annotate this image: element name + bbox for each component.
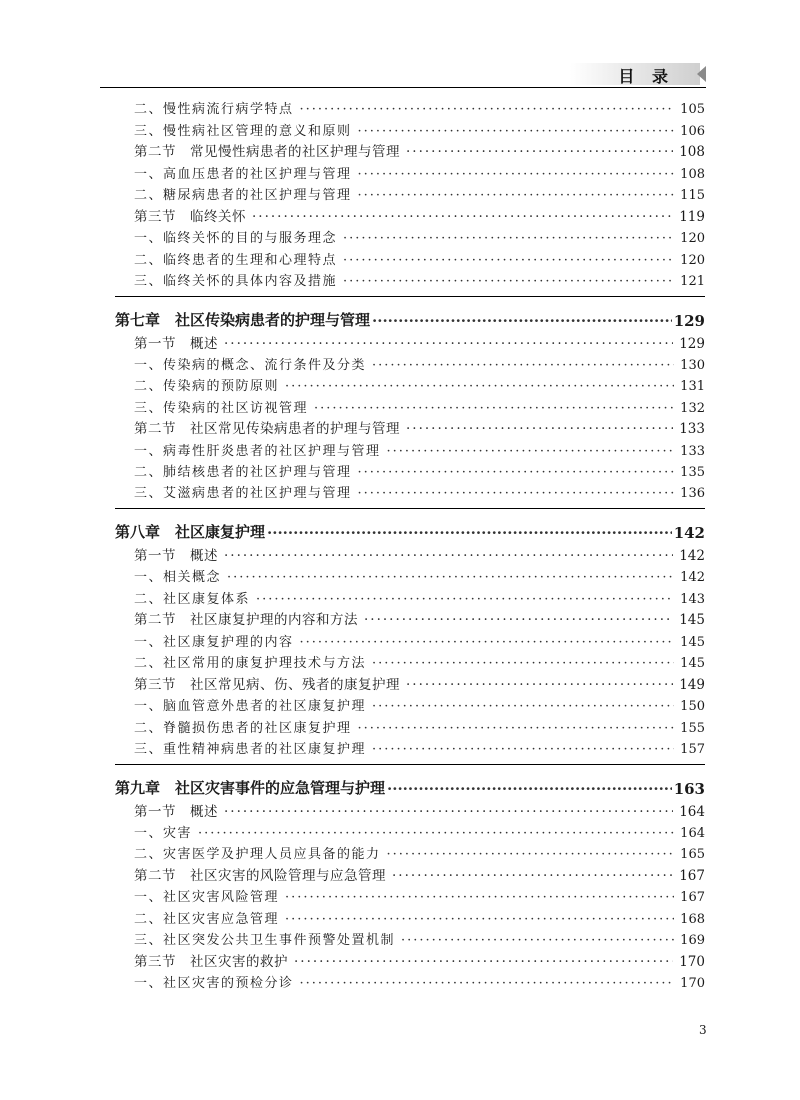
toc-leader-dots — [224, 804, 673, 820]
toc-entry-title: 三、艾滋病患者的社区护理与管理 — [134, 486, 352, 502]
toc-item-row[interactable] — [115, 373, 705, 394]
toc-item-row[interactable] — [115, 225, 705, 246]
chapter-divider — [115, 296, 705, 297]
toc-entry-title: 一、脑血管意外患者的社区康复护理 — [134, 699, 367, 715]
toc-entry-title: 第一节 概述 — [134, 548, 218, 565]
toc-entry-page: 163 — [673, 779, 705, 798]
toc-entry-page: 157 — [680, 741, 705, 757]
toc-entry-title: 二、社区常用的康复护理技术与方法 — [134, 656, 367, 672]
toc-leader-dots — [406, 677, 673, 693]
running-header — [100, 63, 706, 87]
toc-leader-dots — [358, 188, 675, 203]
toc-leader-dots — [358, 167, 675, 182]
toc-entry-page: 136 — [680, 486, 705, 502]
toc-section-row[interactable] — [115, 671, 705, 693]
toc-entry-title: 一、传染病的概念、流行条件及分类 — [134, 357, 367, 373]
toc-entry-title: 第三节 临终关怀 — [134, 208, 246, 225]
toc-entry-page: 142 — [679, 548, 705, 565]
toc-leader-dots — [387, 847, 675, 862]
toc-section-row[interactable] — [115, 203, 705, 225]
toc-entry-title: 第二节 社区康复护理的内容和方法 — [134, 612, 358, 629]
toc-entry-page: 108 — [679, 144, 705, 161]
toc-entry-page: 115 — [680, 188, 705, 204]
toc-entry-title: 三、传染病的社区访视管理 — [134, 400, 309, 416]
header-rule — [100, 87, 706, 88]
toc-entry-title: 一、相关概念 — [134, 570, 222, 586]
toc-item-row[interactable] — [115, 96, 705, 117]
toc-item-row[interactable] — [115, 736, 705, 757]
toc-entry-page: 130 — [680, 357, 705, 373]
toc-entry-page: 135 — [680, 465, 705, 481]
toc-item-row[interactable] — [115, 628, 705, 649]
toc-leader-dots — [406, 144, 673, 160]
toc-chapter-row[interactable] — [115, 518, 705, 542]
toc-section-row[interactable] — [115, 607, 705, 629]
toc-section-row[interactable] — [115, 542, 705, 564]
toc-entry-title: 第三节 社区常见病、伤、残者的康复护理 — [134, 676, 400, 693]
toc-entry-page: 120 — [680, 231, 705, 247]
table-of-contents — [115, 96, 705, 991]
toc-entry-title: 三、重性精神病患者的社区康复护理 — [134, 741, 367, 757]
toc-item-row[interactable] — [115, 352, 705, 373]
toc-leader-dots — [372, 699, 674, 714]
toc-entry-page: 164 — [680, 825, 705, 841]
page-number: 3 — [699, 1023, 707, 1037]
toc-item-row[interactable] — [115, 182, 705, 203]
toc-entry-title: 二、肺结核患者的社区护理与管理 — [134, 465, 352, 481]
toc-item-row[interactable] — [115, 564, 705, 585]
toc-entry-page: 145 — [679, 612, 705, 629]
toc-entry-page: 170 — [680, 976, 705, 992]
toc-entry-title: 一、社区灾害的预检分诊 — [134, 976, 294, 992]
toc-entry-page: 129 — [673, 311, 705, 330]
toc-entry-page: 121 — [680, 273, 705, 289]
toc-entry-page: 133 — [679, 421, 705, 438]
toc-leader-dots — [300, 976, 675, 991]
toc-section-row[interactable] — [115, 330, 705, 352]
toc-leader-dots — [224, 548, 673, 564]
toc-leader-dots — [372, 312, 672, 330]
toc-entry-title: 第七章 社区传染病患者的护理与管理 — [115, 310, 371, 329]
toc-leader-dots — [300, 635, 675, 650]
toc-leader-dots — [358, 124, 675, 139]
toc-entry-title: 二、慢性病流行病学特点 — [134, 102, 294, 118]
toc-leader-dots — [372, 742, 674, 757]
toc-section-row[interactable] — [115, 948, 705, 970]
toc-entry-title: 一、灾害 — [134, 825, 193, 841]
toc-entry-title: 第一节 概述 — [134, 335, 218, 352]
toc-item-row[interactable] — [115, 246, 705, 267]
header-triangle-icon — [697, 66, 706, 82]
chapter-divider — [115, 764, 705, 765]
toc-leader-dots — [198, 826, 674, 841]
toc-leader-dots — [358, 486, 675, 501]
toc-item-row[interactable] — [115, 905, 705, 926]
toc-section-row[interactable] — [115, 798, 705, 820]
toc-entry-title: 二、传染病的预防原则 — [134, 379, 280, 395]
toc-entry-page: 105 — [680, 102, 705, 118]
toc-entry-title: 第二节 社区灾害的风险管理与应急管理 — [134, 867, 386, 884]
toc-section-row[interactable] — [115, 416, 705, 438]
toc-section-row[interactable] — [115, 139, 705, 161]
toc-item-row[interactable] — [115, 884, 705, 905]
toc-entry-page: 142 — [673, 524, 705, 543]
toc-entry-title: 三、慢性病社区管理的意义和原则 — [134, 123, 352, 139]
toc-leader-dots — [285, 379, 674, 394]
toc-item-row[interactable] — [115, 480, 705, 501]
toc-entry-page: 150 — [680, 699, 705, 715]
toc-item-row[interactable] — [115, 160, 705, 181]
toc-item-row[interactable] — [115, 927, 705, 948]
toc-leader-dots — [387, 444, 675, 459]
toc-leader-dots — [343, 231, 674, 246]
toc-leader-dots — [401, 933, 674, 948]
toc-item-row[interactable] — [115, 693, 705, 714]
toc-entry-title: 第八章 社区康复护理 — [115, 523, 266, 542]
toc-entry-title: 第九章 社区灾害事件的应急管理与护理 — [115, 778, 386, 797]
toc-chapter-row[interactable] — [115, 306, 705, 330]
toc-leader-dots — [285, 890, 674, 905]
toc-leader-dots — [294, 954, 673, 970]
toc-section-row[interactable] — [115, 862, 705, 884]
toc-entry-page: 132 — [680, 400, 705, 416]
toc-item-row[interactable] — [115, 268, 705, 289]
toc-leader-dots — [358, 465, 675, 480]
toc-leader-dots — [224, 336, 673, 352]
toc-entry-page: 131 — [680, 379, 705, 395]
toc-entry-title: 二、糖尿病患者的社区护理与管理 — [134, 188, 352, 204]
toc-leader-dots — [314, 401, 674, 416]
toc-entry-page: 170 — [679, 953, 705, 970]
toc-entry-title: 第一节 概述 — [134, 803, 218, 820]
toc-item-row[interactable] — [115, 437, 705, 458]
toc-entry-page: 149 — [679, 676, 705, 693]
toc-entry-page: 169 — [680, 933, 705, 949]
toc-chapter-row[interactable] — [115, 774, 705, 798]
toc-leader-dots — [406, 421, 673, 437]
toc-entry-title: 二、社区康复体系 — [134, 591, 251, 607]
toc-item-row[interactable] — [115, 970, 705, 991]
toc-item-row[interactable] — [115, 714, 705, 735]
toc-entry-title: 一、病毒性肝炎患者的社区护理与管理 — [134, 443, 381, 459]
toc-entry-page: 165 — [680, 847, 705, 863]
toc-leader-dots — [387, 780, 672, 798]
toc-entry-title: 第二节 常见慢性病患者的社区护理与管理 — [134, 144, 400, 161]
toc-leader-dots — [343, 253, 674, 268]
toc-entry-page: 145 — [680, 634, 705, 650]
toc-entry-title: 一、高血压患者的社区护理与管理 — [134, 166, 352, 182]
toc-item-row[interactable] — [115, 650, 705, 671]
toc-entry-title: 二、脊髓损伤患者的社区康复护理 — [134, 720, 352, 736]
toc-leader-dots — [285, 912, 674, 927]
toc-entry-page: 106 — [680, 123, 705, 139]
toc-entry-title: 二、社区灾害应急管理 — [134, 911, 280, 927]
toc-entry-page: 133 — [680, 443, 705, 459]
toc-entry-page: 155 — [680, 720, 705, 736]
toc-entry-page: 143 — [680, 591, 705, 607]
toc-leader-dots — [300, 102, 675, 117]
toc-entry-title: 第二节 社区常见传染病患者的护理与管理 — [134, 421, 400, 438]
toc-item-row[interactable] — [115, 585, 705, 606]
toc-entry-page: 142 — [680, 570, 705, 586]
toc-entry-page: 108 — [680, 166, 705, 182]
toc-entry-title: 一、临终关怀的目的与服务理念 — [134, 231, 338, 247]
toc-entry-page: 164 — [679, 803, 705, 820]
toc-entry-page: 167 — [679, 867, 705, 884]
toc-leader-dots — [343, 274, 674, 289]
toc-item-row[interactable] — [115, 820, 705, 841]
toc-item-row[interactable] — [115, 841, 705, 862]
toc-entry-title: 三、临终关怀的具体内容及措施 — [134, 273, 338, 289]
toc-leader-dots — [227, 570, 674, 585]
toc-leader-dots — [256, 592, 674, 607]
toc-entry-title: 二、灾害医学及护理人员应具备的能力 — [134, 847, 381, 863]
toc-item-row[interactable] — [115, 117, 705, 138]
toc-entry-title: 第三节 社区灾害的救护 — [134, 953, 288, 970]
toc-entry-page: 129 — [679, 335, 705, 352]
toc-entry-page: 167 — [680, 890, 705, 906]
toc-entry-title: 二、临终患者的生理和心理特点 — [134, 252, 338, 268]
toc-leader-dots — [358, 721, 675, 736]
toc-leader-dots — [372, 358, 674, 373]
toc-leader-dots — [372, 656, 674, 671]
toc-leader-dots — [267, 524, 672, 542]
toc-item-row[interactable] — [115, 394, 705, 415]
header-title: 目 录 — [618, 67, 674, 86]
toc-item-row[interactable] — [115, 459, 705, 480]
toc-leader-dots — [392, 868, 673, 884]
toc-entry-page: 119 — [679, 208, 705, 225]
toc-entry-page: 120 — [680, 252, 705, 268]
toc-leader-dots — [252, 209, 673, 225]
chapter-divider — [115, 508, 705, 509]
toc-entry-title: 一、社区康复护理的内容 — [134, 634, 294, 650]
toc-entry-page: 145 — [680, 656, 705, 672]
toc-entry-title: 三、社区突发公共卫生事件预警处置机制 — [134, 933, 396, 949]
toc-entry-title: 一、社区灾害风险管理 — [134, 890, 280, 906]
toc-leader-dots — [364, 612, 673, 628]
toc-entry-page: 168 — [680, 911, 705, 927]
